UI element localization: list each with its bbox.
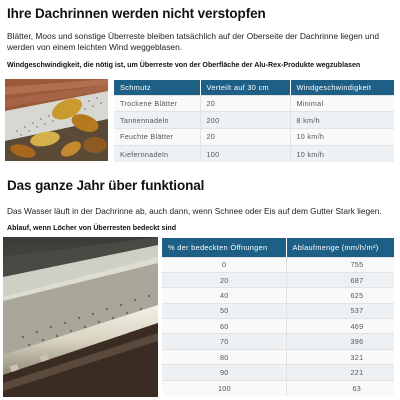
table-row bbox=[162, 257, 394, 272]
snow-gutter-photo bbox=[3, 237, 158, 397]
section2-title: Das ganze Jahr über funktional bbox=[7, 178, 205, 193]
drainage-table bbox=[162, 238, 394, 396]
table-cell: 10 km/h bbox=[290, 145, 394, 162]
table-cell: 8 km/h bbox=[290, 112, 394, 129]
table-cell: 60 bbox=[162, 319, 286, 334]
column-header: % der bedeckten Öffnungen bbox=[162, 238, 286, 257]
table-row bbox=[114, 145, 394, 162]
section1-intro: Blätter, Moos und sonstige Überreste bleiben tatsächlich auf der Oberseite der Dachrinne liegen und werden von einem leichten Wind weggeblasen. bbox=[7, 31, 379, 52]
table-row bbox=[162, 272, 394, 287]
table-row bbox=[162, 365, 394, 380]
table-header-row bbox=[162, 238, 394, 257]
table-cell: 537 bbox=[286, 303, 394, 318]
table-row bbox=[162, 334, 394, 349]
column-header: Windgeschwindigkeit bbox=[290, 80, 394, 95]
column-header: Ablaufmenge (mm/h/m²) bbox=[286, 238, 394, 257]
table-cell: 755 bbox=[286, 257, 394, 272]
table-cell: 200 bbox=[200, 112, 290, 129]
table-cell: 20 bbox=[200, 95, 290, 112]
table-cell: 100 bbox=[200, 145, 290, 162]
column-header: Schmutz bbox=[114, 80, 200, 95]
table-cell: 625 bbox=[286, 288, 394, 303]
table-cell: 63 bbox=[286, 380, 394, 395]
table-cell: 396 bbox=[286, 334, 394, 349]
section1-title: Ihre Dachrinnen werden nicht verstopfen bbox=[7, 6, 266, 21]
section2-subtitle: Ablauf, wenn Löcher von Überresten bedeckt sind bbox=[7, 224, 177, 232]
table-cell: 100 bbox=[162, 380, 286, 395]
table-cell: Tannennadeln bbox=[114, 112, 200, 129]
table-cell: 50 bbox=[162, 303, 286, 318]
table-cell: 469 bbox=[286, 319, 394, 334]
table-row bbox=[162, 380, 394, 395]
table-row bbox=[162, 303, 394, 318]
table-cell: Trockene Blätter bbox=[114, 95, 200, 112]
wind-speed-table bbox=[114, 80, 394, 162]
table-cell: 80 bbox=[162, 349, 286, 364]
section2-intro: Das Wasser läuft in der Dachrinne ab, auch dann, wenn Schnee oder Eis auf dem Gutter Stark liegen. bbox=[7, 206, 382, 216]
table-row bbox=[162, 319, 394, 334]
table-cell: 20 bbox=[162, 272, 286, 287]
table-row bbox=[162, 288, 394, 303]
table-row bbox=[114, 112, 394, 129]
table-cell: 90 bbox=[162, 365, 286, 380]
table-header-row bbox=[114, 80, 394, 95]
gutter-leaves-photo bbox=[5, 79, 108, 161]
table-cell: Feuchte Blätter bbox=[114, 129, 200, 146]
table-row bbox=[162, 349, 394, 364]
table-cell: Kiefernnadeln bbox=[114, 145, 200, 162]
table-row bbox=[114, 95, 394, 112]
column-header: Verteilt auf 30 cm bbox=[200, 80, 290, 95]
table-row bbox=[114, 129, 394, 146]
table-cell: 221 bbox=[286, 365, 394, 380]
table-cell: 20 bbox=[200, 129, 290, 146]
table-cell: 321 bbox=[286, 349, 394, 364]
table-cell: 10 km/h bbox=[290, 129, 394, 146]
table-cell: Minimal bbox=[290, 95, 394, 112]
table-cell: 0 bbox=[162, 257, 286, 272]
table-cell: 70 bbox=[162, 334, 286, 349]
table-cell: 687 bbox=[286, 272, 394, 287]
table-cell: 40 bbox=[162, 288, 286, 303]
section1-subtitle: Windgeschwindigkeit, die nötig ist, um Überreste von der Oberfläche der Alu-Rex-Produkte wegzublasen bbox=[7, 61, 361, 69]
